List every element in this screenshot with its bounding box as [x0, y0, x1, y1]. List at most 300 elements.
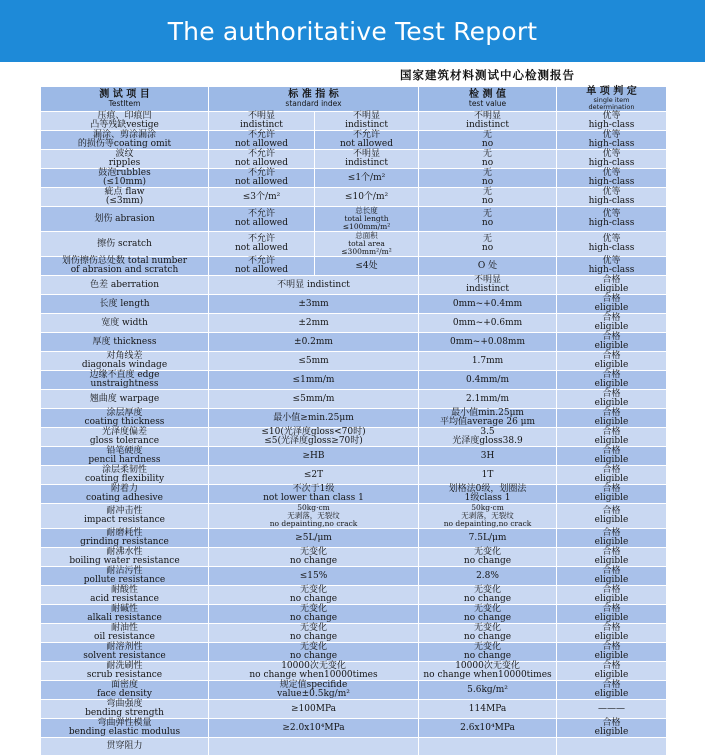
- standard-a-cell: [209, 169, 315, 188]
- test-item-cell-line: 长度 length: [99, 298, 150, 309]
- test-item-cell-line: 贯穿阻力: [106, 741, 143, 752]
- test-item-cell: [41, 150, 209, 169]
- determination-cell-line: high-class: [588, 139, 635, 149]
- test-item-cell: [41, 188, 209, 207]
- title-banner: [0, 0, 705, 62]
- test-value-cell: [419, 333, 557, 352]
- test-item-cell-line: face density: [96, 689, 152, 699]
- test-item-cell-line: 耐沸水性: [106, 547, 143, 557]
- test-item-cell-line: (≤10mm): [102, 177, 147, 187]
- test-value-cell: [419, 131, 557, 150]
- test-item-cell-line: coating flexibility: [84, 474, 165, 484]
- determination-cell: [557, 188, 667, 207]
- standard-index-cell-line: ≤10(光泽度gloss<70时): [261, 427, 366, 437]
- determination-cell-line: eligible: [594, 360, 629, 370]
- test-value-cell-line: O 处: [477, 260, 498, 271]
- determination-cell-line: 优等: [602, 256, 621, 266]
- standard-a-cell: [209, 112, 315, 131]
- test-value-cell-line: 无变化: [474, 585, 502, 595]
- determination-cell-line: eligible: [594, 455, 629, 465]
- standard-index-cell-line: no change: [289, 613, 338, 623]
- test-value-cell: [419, 586, 557, 605]
- standard-b-cell: [315, 232, 419, 257]
- standard-a-cell-line: not allowed: [234, 218, 289, 228]
- test-item-cell-line: 涂层厚度: [106, 408, 143, 418]
- test-value-cell-line: 无剥落，无裂纹: [461, 511, 514, 520]
- standard-b-cell-line: 不明显: [353, 111, 381, 121]
- standard-index-cell-line: ≤1mm/m: [292, 374, 335, 385]
- standard-b-cell: [315, 131, 419, 150]
- standard-a-cell-line: not allowed: [234, 177, 289, 187]
- test-value-cell-line: 不明显: [474, 275, 502, 285]
- test-value-cell-line: 2.6x10⁴MPa: [460, 722, 515, 733]
- standard-index-cell: [209, 371, 419, 390]
- standard-b-cell-line: ≤10个/m²: [344, 191, 389, 202]
- standard-b-cell-line: 总长度: [355, 206, 378, 215]
- test-value-cell-line: no: [481, 158, 494, 168]
- standard-index-cell-line: ±3mm: [298, 298, 329, 309]
- test-item-cell-line: solvent resistance: [83, 651, 166, 661]
- test-item-cell-line: bending strength: [85, 708, 164, 718]
- header-standard-index: 标 准 指 标 standard index: [209, 87, 419, 112]
- determination-cell-line: 合格: [602, 465, 621, 475]
- standard-b-cell: [315, 150, 419, 169]
- table-row: [41, 605, 667, 624]
- standard-a-cell: [209, 232, 315, 257]
- test-item-cell-line: 边缘不直度 edge: [89, 370, 160, 380]
- test-item-cell-line: (≤3mm): [105, 196, 144, 206]
- test-value-cell-line: indistinct: [466, 284, 509, 294]
- test-value-cell-line: no change: [463, 594, 512, 604]
- test-item-cell-line: 压痕、印痕凹: [97, 111, 152, 121]
- determination-cell-line: eligible: [594, 303, 629, 313]
- standard-index-cell-line: 无变化: [300, 547, 328, 557]
- test-value-cell-line: 无: [483, 187, 493, 197]
- test-item-cell-line: 耐洗刷性: [106, 661, 143, 671]
- test-value-cell: [419, 504, 557, 529]
- standard-index-cell-line: ≤5(光泽度gloss≥70时): [264, 436, 363, 446]
- report-subtitle: 国家建筑材料测试中心检测报告: [400, 68, 575, 82]
- test-item-cell: [41, 548, 209, 567]
- test-item-cell-line: 面密度: [110, 680, 138, 690]
- standard-index-cell-line: no change: [289, 556, 338, 566]
- standard-b-cell-line: 不明显: [353, 149, 381, 159]
- test-value-cell-line: 无: [483, 130, 493, 140]
- determination-cell-line: 合格: [602, 547, 621, 557]
- test-value-cell-line: no depainting,no crack: [443, 519, 532, 528]
- determination-cell-line: eligible: [594, 379, 629, 389]
- test-item-cell-line: 耐溶剂性: [106, 642, 143, 652]
- determination-cell-line: eligible: [594, 651, 629, 661]
- test-value-cell-line: no: [481, 177, 494, 187]
- standard-index-cell: [209, 428, 419, 447]
- determination-cell-line: high-class: [588, 196, 635, 206]
- standard-index-cell-line: ≥5L/μm: [295, 532, 332, 543]
- standard-index-cell-line: 无变化: [300, 623, 328, 633]
- test-value-cell-line: 50kg·cm: [471, 503, 504, 512]
- determination-cell: [557, 624, 667, 643]
- test-item-cell-line: 耐油性: [110, 623, 138, 633]
- determination-cell: [557, 428, 667, 447]
- determination-cell: [557, 207, 667, 232]
- standard-b-cell-line: ≤1个/m²: [347, 172, 386, 183]
- standard-index-cell-line: no change when10000times: [249, 670, 378, 680]
- test-item-cell: [41, 529, 209, 548]
- determination-cell-line: 合格: [602, 528, 621, 538]
- table-row: [41, 333, 667, 352]
- determination-cell-line: eligible: [594, 689, 629, 699]
- test-item-cell-line: 耐酸性: [110, 585, 138, 595]
- determination-cell-line: 合格: [602, 604, 621, 614]
- test-item-cell-line: 对角线差: [106, 351, 143, 361]
- standard-a-cell-line: indistinct: [240, 120, 283, 130]
- test-item-cell: [41, 371, 209, 390]
- test-value-cell: [419, 428, 557, 447]
- determination-cell: [557, 447, 667, 466]
- determination-cell-line: high-class: [588, 120, 635, 130]
- standard-index-cell: [209, 409, 419, 428]
- test-value-cell-line: 114MPa: [468, 703, 507, 714]
- standard-b-cell-line: ≤100mm/m²: [342, 222, 391, 231]
- table-body: [41, 112, 667, 756]
- test-item-cell: [41, 295, 209, 314]
- standard-a-cell-line: ≤3个/m²: [242, 191, 281, 202]
- determination-cell-line: high-class: [588, 218, 635, 228]
- determination-cell: [557, 586, 667, 605]
- test-value-cell: [419, 700, 557, 719]
- table-row: [41, 428, 667, 447]
- table-row: [41, 150, 667, 169]
- standard-index-cell-line: value±0.5kg/m²: [277, 689, 350, 699]
- test-item-cell-line: 耐磨耗性: [106, 528, 143, 538]
- determination-cell-line: 合格: [602, 642, 621, 652]
- test-item-cell: [41, 409, 209, 428]
- test-item-cell-line: grinding resistance: [80, 537, 169, 547]
- test-value-cell: [419, 447, 557, 466]
- determination-cell-line: eligible: [594, 632, 629, 642]
- test-item-cell-line: 擦伤 scratch: [97, 238, 152, 249]
- standard-index-cell: [209, 314, 419, 333]
- test-value-cell: [419, 112, 557, 131]
- standard-index-cell-line: 无变化: [300, 604, 328, 614]
- standard-index-cell-line: ≤5mm: [298, 355, 329, 366]
- standard-index-cell: [209, 390, 419, 409]
- test-item-cell-line: 弯曲弹性模量: [97, 718, 152, 728]
- standard-index-cell-line: 50kg·cm: [297, 503, 330, 512]
- test-item-cell-line: 色差 aberration: [90, 279, 159, 290]
- determination-cell-line: 合格: [602, 446, 621, 456]
- test-item-cell-line: oil resistance: [94, 632, 155, 642]
- standard-index-cell-line: ≥2.0x10⁴MPa: [282, 722, 345, 733]
- determination-cell: [557, 681, 667, 700]
- standard-index-cell: [209, 624, 419, 643]
- determination-cell: [557, 112, 667, 131]
- determination-cell-line: high-class: [588, 243, 635, 253]
- test-item-cell-line: boiling water resistance: [69, 556, 180, 566]
- determination-cell-line: high-class: [588, 265, 635, 275]
- test-report-table-container: [40, 86, 666, 752]
- test-item-cell: [41, 276, 209, 295]
- determination-cell-line: eligible: [594, 556, 629, 566]
- table-row: [41, 485, 667, 504]
- standard-index-cell: [209, 504, 419, 529]
- standard-index-cell-line: ±2mm: [298, 317, 329, 328]
- standard-index-cell: [209, 567, 419, 586]
- test-value-cell: [419, 529, 557, 548]
- standard-index-cell-line: no change: [289, 651, 338, 661]
- table-row: [41, 314, 667, 333]
- table-row: [41, 643, 667, 662]
- test-item-cell-line: 铅笔硬度: [106, 446, 143, 456]
- standard-index-cell-line: 无变化: [300, 642, 328, 652]
- standard-b-cell-line: indistinct: [345, 158, 388, 168]
- test-item-cell: [41, 131, 209, 150]
- standard-a-cell: [209, 150, 315, 169]
- test-item-cell-line: acid resistance: [90, 594, 159, 604]
- determination-cell-line: 合格: [602, 275, 621, 285]
- table-row: [41, 504, 667, 529]
- test-item-cell: [41, 428, 209, 447]
- test-item-cell-line: 光泽度偏差: [101, 427, 147, 437]
- test-item-cell-line: unstraightness: [90, 379, 159, 389]
- standard-index-cell-line: ≤15%: [299, 570, 328, 581]
- test-value-cell: [419, 605, 557, 624]
- determination-cell-line: 合格: [602, 408, 621, 418]
- test-value-cell-line: no: [481, 139, 494, 149]
- standard-index-cell: [209, 447, 419, 466]
- table-header-row: [41, 87, 667, 112]
- test-value-cell-line: 10000次无变化: [455, 661, 520, 671]
- test-value-cell-line: 无变化: [474, 547, 502, 557]
- standard-index-cell-line: ≤5mm/m: [292, 393, 335, 404]
- header-determination: 单 项 判 定 single item determination: [557, 87, 667, 112]
- standard-b-cell-line: indistinct: [345, 120, 388, 130]
- determination-cell-line: 合格: [602, 370, 621, 380]
- test-item-cell-line: scrub resistance: [86, 670, 163, 680]
- header-test-value: 检 测 值 test value: [419, 87, 557, 112]
- table-row: [41, 567, 667, 586]
- table-row: [41, 738, 667, 756]
- standard-index-cell-line: ≥100MPa: [291, 703, 336, 714]
- determination-cell-line: eligible: [594, 322, 629, 332]
- test-item-cell-line: 弯曲强度: [106, 699, 143, 709]
- test-value-cell-line: 不明显: [474, 111, 502, 121]
- test-item-cell-line: 疵点 flaw: [104, 187, 145, 197]
- determination-cell: [557, 529, 667, 548]
- standard-b-cell-line: 总面积: [355, 231, 378, 240]
- test-value-cell-line: 无变化: [474, 604, 502, 614]
- standard-index-cell: [209, 643, 419, 662]
- test-value-cell-line: 0.4mm/m: [466, 374, 509, 385]
- test-value-cell: [419, 257, 557, 276]
- standard-a-cell-line: 不允许: [247, 168, 275, 178]
- standard-b-cell-line: total length: [344, 214, 389, 223]
- report-title: The authoritative Test Report: [167, 16, 538, 46]
- determination-cell-line: high-class: [588, 158, 635, 168]
- standard-index-cell: [209, 605, 419, 624]
- determination-cell-line: ———: [598, 703, 626, 714]
- determination-cell-line: 合格: [602, 661, 621, 671]
- test-value-cell-line: 无变化: [474, 642, 502, 652]
- table-row: [41, 390, 667, 409]
- table-row: [41, 529, 667, 548]
- test-value-cell-line: no change: [463, 651, 512, 661]
- standard-index-cell: [209, 738, 419, 756]
- test-value-cell-line: 1T: [481, 469, 494, 480]
- table-row: [41, 112, 667, 131]
- test-item-cell: [41, 257, 209, 276]
- test-item-cell: [41, 333, 209, 352]
- determination-cell: [557, 738, 667, 756]
- determination-cell-line: eligible: [594, 537, 629, 547]
- determination-cell-line: eligible: [594, 594, 629, 604]
- test-item-cell-line: 翘曲度 warpage: [89, 393, 160, 404]
- test-item-cell-line: ripples: [108, 158, 141, 168]
- test-value-cell: [419, 719, 557, 738]
- table-row: [41, 352, 667, 371]
- test-item-cell: [41, 169, 209, 188]
- test-value-cell: [419, 295, 557, 314]
- test-item-cell: [41, 485, 209, 504]
- standard-a-cell-line: 不明显: [247, 111, 275, 121]
- standard-index-cell: [209, 719, 419, 738]
- test-item-cell-line: pollute resistance: [83, 575, 166, 585]
- standard-index-cell-line: no change: [289, 632, 338, 642]
- test-item-cell-line: 鼓泡rubbles: [98, 168, 151, 178]
- determination-cell-line: eligible: [594, 515, 629, 525]
- standard-index-cell: [209, 352, 419, 371]
- standard-index-cell: [209, 295, 419, 314]
- test-value-cell-line: 7.5L/μm: [468, 532, 507, 543]
- standard-index-cell: [209, 466, 419, 485]
- test-item-cell: [41, 719, 209, 738]
- determination-cell-line: 合格: [602, 718, 621, 728]
- standard-index-cell-line: 规定值specifide: [279, 680, 348, 690]
- test-value-cell: [419, 662, 557, 681]
- test-item-cell-line: 附着力: [110, 484, 138, 494]
- standard-index-cell-line: ±0.2mm: [294, 336, 333, 347]
- standard-a-cell-line: 不允许: [247, 209, 275, 219]
- determination-cell: [557, 409, 667, 428]
- test-value-cell: [419, 567, 557, 586]
- determination-cell: [557, 548, 667, 567]
- test-value-cell: [419, 466, 557, 485]
- determination-cell: [557, 352, 667, 371]
- header-test-item: 测 试 项 目 TestItem: [41, 87, 209, 112]
- standard-b-cell-line: not allowed: [339, 139, 394, 149]
- table-row: [41, 276, 667, 295]
- test-item-cell-line: 凸等残缺vestige: [90, 120, 159, 130]
- determination-cell: [557, 662, 667, 681]
- test-value-cell-line: indistinct: [466, 120, 509, 130]
- standard-index-cell-line: 最小值≥min.25μm: [273, 412, 354, 423]
- test-item-cell-line: coating thickness: [84, 417, 165, 427]
- standard-a-cell-line: not allowed: [234, 139, 289, 149]
- test-value-cell-line: no change: [463, 613, 512, 623]
- test-value-cell: [419, 371, 557, 390]
- determination-cell: [557, 643, 667, 662]
- test-item-cell-line: 厚度 thickness: [92, 336, 157, 347]
- table-row: [41, 409, 667, 428]
- standard-a-cell-line: 不允许: [247, 130, 275, 140]
- determination-cell: [557, 371, 667, 390]
- determination-cell: [557, 504, 667, 529]
- test-value-cell-line: no: [481, 243, 494, 253]
- determination-cell: [557, 295, 667, 314]
- test-item-cell: [41, 643, 209, 662]
- table-row: [41, 624, 667, 643]
- test-value-cell-line: 无: [483, 209, 493, 219]
- determination-cell-line: eligible: [594, 727, 629, 737]
- standard-index-cell-line: ≥HB: [302, 450, 325, 461]
- test-value-cell: [419, 390, 557, 409]
- standard-b-cell: [315, 257, 419, 276]
- test-value-cell-line: 无: [483, 234, 493, 244]
- determination-cell-line: eligible: [594, 284, 629, 294]
- test-value-cell-line: no: [481, 218, 494, 228]
- test-value-cell: [419, 150, 557, 169]
- determination-cell-line: eligible: [594, 474, 629, 484]
- determination-cell-line: 优等: [602, 111, 621, 121]
- standard-index-cell-line: 10000次无变化: [281, 661, 346, 671]
- table-row: [41, 719, 667, 738]
- table-row: [41, 232, 667, 257]
- determination-cell-line: 合格: [602, 351, 621, 361]
- determination-cell: [557, 169, 667, 188]
- determination-cell-line: 合格: [602, 332, 621, 342]
- standard-index-cell: [209, 333, 419, 352]
- determination-cell-line: eligible: [594, 436, 629, 446]
- standard-b-cell-line: total area: [348, 239, 385, 248]
- test-report-table: [40, 86, 667, 756]
- determination-cell-line: 合格: [602, 484, 621, 494]
- test-item-cell-line: alkali resistance: [87, 613, 162, 623]
- test-item-cell-line: 划伤擦伤总处数 total number: [61, 256, 188, 266]
- standard-index-cell-line: 无剥落，无裂纹: [287, 511, 340, 520]
- determination-cell-line: high-class: [588, 177, 635, 187]
- standard-index-cell-line: no change: [289, 594, 338, 604]
- test-value-cell-line: 2.1mm/m: [466, 393, 509, 404]
- test-value-cell-line: 无: [483, 149, 493, 159]
- test-value-cell-line: no change: [463, 632, 512, 642]
- test-value-cell-line: 3.5: [480, 427, 495, 437]
- test-item-cell: [41, 738, 209, 756]
- standard-index-cell: [209, 276, 419, 295]
- test-value-cell-line: 划格法0级，划圈法: [448, 484, 527, 494]
- table-row: [41, 586, 667, 605]
- determination-cell-line: eligible: [594, 398, 629, 408]
- determination-cell-line: 优等: [602, 209, 621, 219]
- test-item-cell-line: 耐碱性: [110, 604, 138, 614]
- test-value-cell: [419, 352, 557, 371]
- determination-cell-line: eligible: [594, 575, 629, 585]
- table-row: [41, 207, 667, 232]
- determination-cell-line: eligible: [594, 493, 629, 503]
- determination-cell-line: 合格: [602, 294, 621, 304]
- test-item-cell-line: diagonals windage: [81, 360, 168, 370]
- test-value-cell-line: 0mm~+0.6mm: [452, 317, 523, 328]
- test-item-cell-line: 的损伤等coating omit: [77, 139, 172, 149]
- determination-cell-line: eligible: [594, 613, 629, 623]
- test-item-cell-line: coating adhesive: [86, 493, 163, 503]
- determination-cell-line: eligible: [594, 670, 629, 680]
- test-value-cell-line: 平均值average 26 μm: [439, 417, 536, 427]
- test-item-cell-line: 划伤 abrasion: [94, 213, 155, 224]
- test-item-cell: [41, 207, 209, 232]
- standard-a-cell-line: 不允许: [247, 234, 275, 244]
- test-value-cell: [419, 314, 557, 333]
- test-item-cell: [41, 314, 209, 333]
